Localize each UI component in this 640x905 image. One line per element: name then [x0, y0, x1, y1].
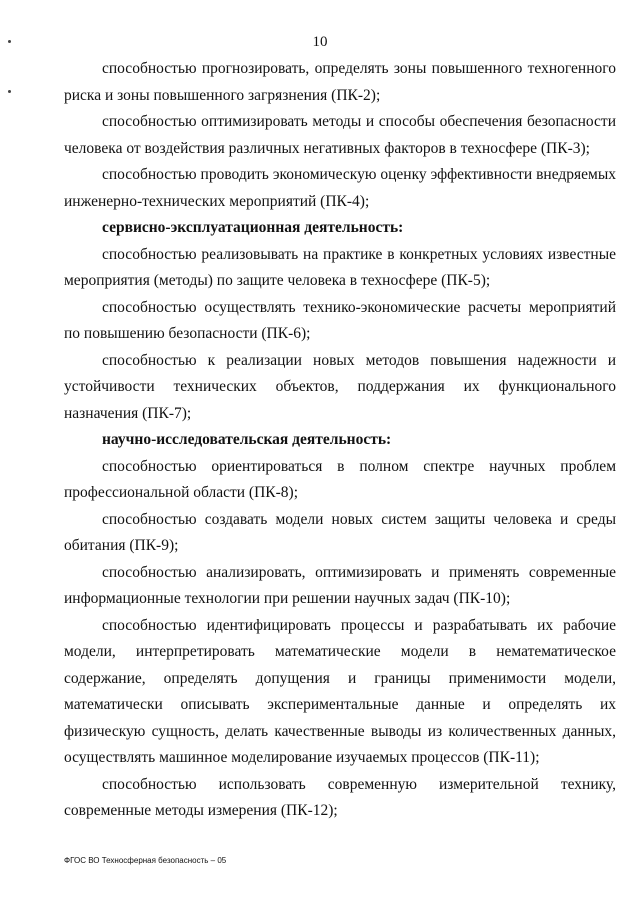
margin-mark — [8, 90, 11, 93]
competency-item: способностью к реализации новых методов повышения надежности и устойчивости технических объектов, поддержания их функционального назначения (ПК-7); — [64, 351, 616, 422]
section-heading: сервисно-эксплуатационная деятельность: — [102, 219, 404, 236]
competency-item: способностью осуществлять технико-экономические расчеты мероприятий по повышению безопасности (ПК-6); — [64, 298, 616, 342]
competency-item: способностью оптимизировать методы и способы обеспечения безопасности человека от воздействия различных негативных факторов в техносфере (ПК-3); — [64, 113, 616, 157]
competency-item: способностью реализовывать на практике в конкретных условиях известные мероприятия (методы) по защите человека в техносфере (ПК-5); — [64, 245, 616, 289]
section-heading: научно-исследовательская деятельность: — [102, 431, 392, 448]
competency-item: способностью прогнозировать, определять зоны повышенного техногенного риска и зоны повышенного загрязнения (ПК-2); — [64, 60, 616, 104]
competency-item: способностью ориентироваться в полном спектре научных проблем профессиональной области (ПК-8); — [64, 457, 616, 501]
competency-item: способностью анализировать, оптимизировать и применять современные информационные технологии при решении научных задач (ПК-10); — [64, 563, 616, 607]
competency-item: способностью создавать модели новых систем защиты человека и среды обитания (ПК-9); — [64, 510, 616, 554]
document-body — [64, 56, 616, 825]
competency-item: способностью проводить экономическую оценку эффективности внедряемых инженерно-технических мероприятий (ПК-4); — [64, 166, 616, 210]
competency-item: способностью использовать современную измерительной технику, современные методы измерения (ПК-12); — [64, 775, 616, 819]
footer-text: ФГОС ВО Техносферная безопасность – 05 — [64, 856, 227, 865]
page-number: 10 — [312, 34, 328, 50]
competency-item: способностью идентифицировать процессы и разрабатывать их рабочие модели, интерпретировать математические модели в нематематическое содержание, определять допущения и границы применимости модели, математически описывать экспериментальные данные и определять их физическую сущность, делать качественные выводы из количественных данных, осуществлять машинное моделирование изучаемых процессов (ПК-11); — [64, 616, 616, 766]
